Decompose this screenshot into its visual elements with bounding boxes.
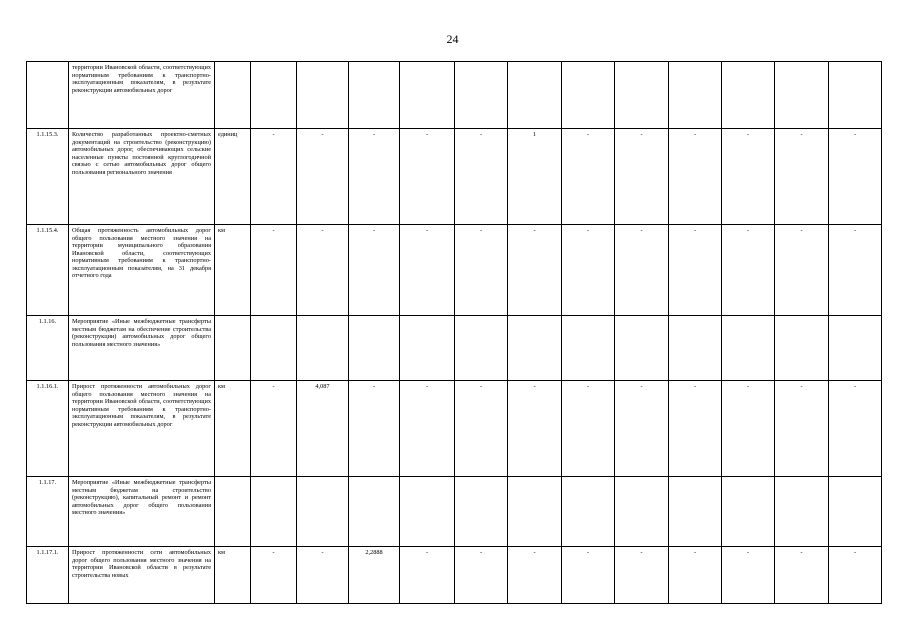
value-cell: - <box>775 381 829 477</box>
value-cell <box>349 316 400 381</box>
value-cell: - <box>251 547 297 604</box>
value-cell <box>722 316 775 381</box>
value-cell <box>669 477 722 547</box>
value-cell: - <box>722 225 775 316</box>
value-cell <box>400 316 455 381</box>
value-cell: - <box>297 547 349 604</box>
value-cell: - <box>251 129 297 225</box>
value-cell: - <box>400 547 455 604</box>
value-cell <box>562 62 615 129</box>
table-row <box>27 129 882 225</box>
value-cell: - <box>562 381 615 477</box>
value-cell: - <box>722 547 775 604</box>
value-cell <box>297 316 349 381</box>
unit-cell: км <box>215 225 251 316</box>
value-cell <box>455 316 508 381</box>
value-cell: - <box>562 129 615 225</box>
value-cell: - <box>562 225 615 316</box>
value-cell: 2,2888 <box>349 547 400 604</box>
value-cell: - <box>669 547 722 604</box>
value-cell: 1 <box>508 129 562 225</box>
value-cell: 4,087 <box>297 381 349 477</box>
value-cell <box>615 477 669 547</box>
value-cell <box>297 62 349 129</box>
value-cell <box>349 62 400 129</box>
value-cell <box>455 62 508 129</box>
value-cell: - <box>455 381 508 477</box>
table-row <box>27 477 882 547</box>
unit-cell <box>215 316 251 381</box>
indicator-name-cell: Мероприятие «Иные межбюджетные трансферты местным бюджетам на обеспечение строительства (реконструкции) автомобильных дорог общего пользования местного значения» <box>69 316 215 381</box>
row-number-cell: 1.1.17.1. <box>27 547 69 604</box>
value-cell: - <box>615 129 669 225</box>
value-cell: - <box>615 547 669 604</box>
value-cell: - <box>722 129 775 225</box>
table-row <box>27 62 882 129</box>
indicator-name-cell: Общая протяженность автомобильных дорог общего пользования местного значения на территории муниципального образования Ивановской области, соответствующих нормативным требованиям к транспортно-эксплуатационным показателям, на 31 декабря отчетного года <box>69 225 215 316</box>
value-cell: - <box>349 129 400 225</box>
value-cell: - <box>400 129 455 225</box>
value-cell: - <box>775 547 829 604</box>
value-cell <box>400 62 455 129</box>
value-cell: - <box>829 381 882 477</box>
value-cell <box>775 477 829 547</box>
value-cell: - <box>669 225 722 316</box>
table-row <box>27 225 882 316</box>
value-cell <box>722 477 775 547</box>
value-cell: - <box>669 381 722 477</box>
value-cell: - <box>251 225 297 316</box>
value-cell <box>722 62 775 129</box>
value-cell: - <box>669 129 722 225</box>
indicator-name-cell: Прирост протяженности автомобильных дорог общего пользования местного значения на территории Ивановской области, соответствующих нормативным требованиям к транспортно-эксплуатационным показателям, в результате реконструкции автомобильных дорог <box>69 381 215 477</box>
value-cell: - <box>615 381 669 477</box>
unit-cell: км <box>215 381 251 477</box>
value-cell <box>669 62 722 129</box>
row-number-cell: 1.1.15.3. <box>27 129 69 225</box>
value-cell <box>669 316 722 381</box>
value-cell: - <box>775 129 829 225</box>
indicator-name-cell: Прирост протяженности сети автомобильных дорог общего пользования местного значения на территории Ивановской области в результате строительства новых <box>69 547 215 604</box>
table-row <box>27 316 882 381</box>
value-cell <box>349 477 400 547</box>
row-number-cell <box>27 62 69 129</box>
value-cell <box>251 477 297 547</box>
value-cell: - <box>829 225 882 316</box>
value-cell: - <box>455 129 508 225</box>
value-cell <box>400 477 455 547</box>
indicator-name-cell: Количество разработанных проектно-сметных документаций на строительство (реконструкцию) автомобильных дорог, обеспечивающих сельские населенные пункты постоянной круглогодичной связью с сетью автомобильных дорог общего пользования регионального значения <box>69 129 215 225</box>
value-cell: - <box>615 225 669 316</box>
value-cell: - <box>508 381 562 477</box>
value-cell <box>508 62 562 129</box>
value-cell <box>297 477 349 547</box>
value-cell <box>775 316 829 381</box>
value-cell <box>615 62 669 129</box>
indicator-name-cell: Мероприятие «Иные межбюджетные трансферты местным бюджетам на строительство (реконструкцию), капитальный ремонт и ремонт автомобильных дорог общего пользования местного значения» <box>69 477 215 547</box>
value-cell <box>251 62 297 129</box>
value-cell: - <box>455 547 508 604</box>
table-row <box>27 381 882 477</box>
value-cell <box>775 62 829 129</box>
value-cell <box>562 477 615 547</box>
row-number-cell: 1.1.17. <box>27 477 69 547</box>
value-cell <box>455 477 508 547</box>
indicator-table <box>26 61 882 604</box>
row-number-cell: 1.1.15.4. <box>27 225 69 316</box>
table-row <box>27 547 882 604</box>
value-cell <box>251 316 297 381</box>
indicator-name-cell: территории Ивановской области, соответствующих нормативным требованиям к транспортно-эксплуатационным показателям, в результате реконструкции автомобильных дорог <box>69 62 215 129</box>
value-cell: - <box>297 225 349 316</box>
value-cell: - <box>508 547 562 604</box>
value-cell: - <box>455 225 508 316</box>
value-cell: - <box>349 381 400 477</box>
value-cell <box>829 477 882 547</box>
row-number-cell: 1.1.16. <box>27 316 69 381</box>
unit-cell <box>215 62 251 129</box>
value-cell: - <box>349 225 400 316</box>
row-number-cell: 1.1.16.1. <box>27 381 69 477</box>
value-cell: - <box>829 547 882 604</box>
value-cell: - <box>400 225 455 316</box>
value-cell <box>562 316 615 381</box>
value-cell <box>508 477 562 547</box>
value-cell: - <box>722 381 775 477</box>
value-cell <box>615 316 669 381</box>
value-cell <box>829 62 882 129</box>
value-cell: - <box>297 129 349 225</box>
value-cell: - <box>775 225 829 316</box>
unit-cell <box>215 477 251 547</box>
value-cell <box>829 316 882 381</box>
page-number: 24 <box>446 32 459 46</box>
value-cell: - <box>508 225 562 316</box>
unit-cell: единиц <box>215 129 251 225</box>
value-cell: - <box>400 381 455 477</box>
value-cell: - <box>829 129 882 225</box>
value-cell <box>508 316 562 381</box>
value-cell: - <box>251 381 297 477</box>
unit-cell: км <box>215 547 251 604</box>
value-cell: - <box>562 547 615 604</box>
